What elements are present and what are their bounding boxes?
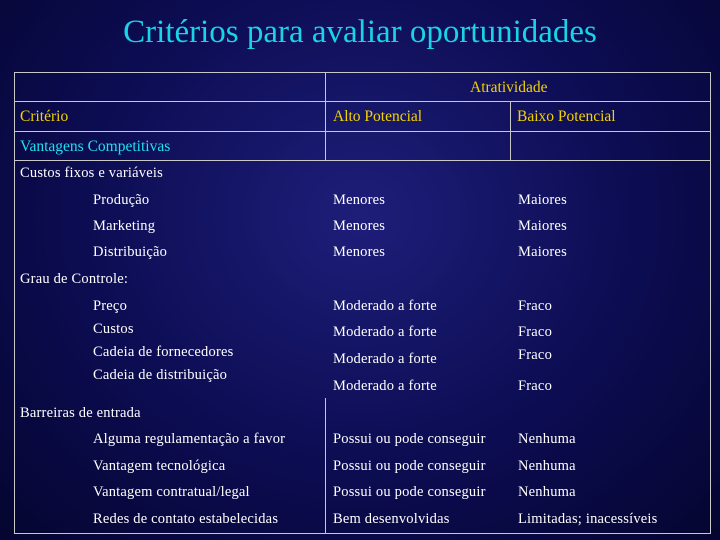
column-divider-1-lower [325, 398, 326, 534]
row-baixo: Nenhuma [518, 484, 576, 500]
row-alto: Possui ou pode conseguir [333, 484, 486, 500]
column-divider-2 [510, 101, 511, 160]
row-item: Preço [93, 298, 128, 314]
column-header-alto: Alto Potencial [333, 108, 423, 125]
row-baixo: Fraco [518, 347, 553, 363]
row-alto: Possui ou pode conseguir [333, 431, 486, 447]
page-title: Critérios para avaliar oportunidades [123, 14, 597, 50]
row-baixo: Limitadas; inacessíveis [518, 511, 658, 527]
row-baixo: Maiores [518, 218, 567, 234]
row-item: Cadeia de distribuição [93, 367, 228, 383]
row-item: Redes de contato estabelecidas [93, 511, 279, 527]
row-baixo: Fraco [518, 324, 553, 340]
row-alto: Possui ou pode conseguir [333, 458, 486, 474]
column-divider-1 [325, 72, 326, 160]
row-baixo: Fraco [518, 298, 553, 314]
row-alto: Bem desenvolvidas [333, 511, 450, 527]
row-item: Distribuição [93, 244, 168, 260]
row-item: Marketing [93, 218, 156, 234]
row-item: Custos [93, 321, 134, 337]
section-controle: Grau de Controle: [20, 271, 129, 287]
section-barreiras: Barreiras de entrada [20, 405, 141, 421]
row-item: Alguma regulamentação a favor [93, 431, 286, 447]
row-alto: Menores [333, 192, 386, 208]
header-divider [14, 101, 711, 102]
row-item: Vantagem contratual/legal [93, 484, 250, 500]
row-alto: Moderado a forte [333, 324, 437, 340]
column-header-criterio: Critério [20, 108, 69, 125]
row-baixo: Nenhuma [518, 458, 576, 474]
row-baixo: Nenhuma [518, 431, 576, 447]
row-alto: Moderado a forte [333, 351, 437, 367]
header-group-label: Atratividade [470, 79, 548, 96]
row-item: Vantagem tecnológica [93, 458, 226, 474]
row-item: Cadeia de fornecedores [93, 344, 234, 360]
section-custos: Custos fixos e variáveis [20, 165, 163, 181]
row-alto: Moderado a forte [333, 298, 437, 314]
row-alto: Menores [333, 218, 386, 234]
row-alto: Menores [333, 244, 386, 260]
row-alto: Moderado a forte [333, 378, 437, 394]
row-baixo: Maiores [518, 192, 567, 208]
row-baixo: Maiores [518, 244, 567, 260]
row-item: Produção [93, 192, 150, 208]
section-divider-vantagens [14, 160, 711, 161]
row-baixo: Fraco [518, 378, 553, 394]
column-header-baixo: Baixo Potencial [517, 108, 616, 125]
section-vantagens: Vantagens Competitivas [20, 138, 171, 155]
header-bottom-divider [14, 131, 711, 132]
